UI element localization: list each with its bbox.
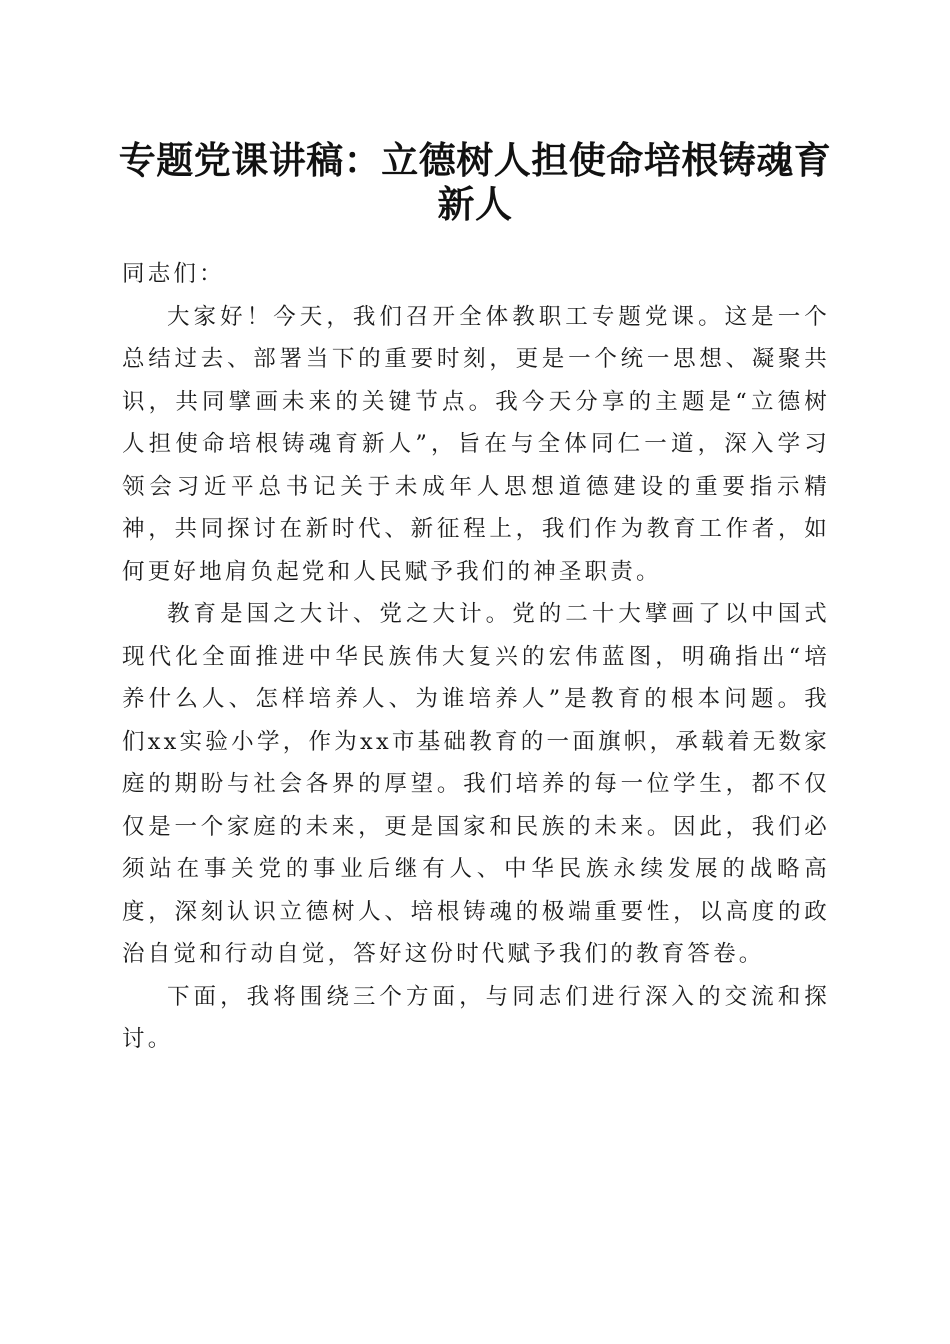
body-paragraph-outline: 下面，我将围绕三个方面，与同志们进行深入的交流和探讨。 <box>122 983 830 1052</box>
body-paragraph-education: 教育是国之大计、党之大计。党的二十大擘画了以中国式现代化全面推进中华民族伟大复兴的宏伟蓝图，明确指出“培养什么人、怎样培养人、为谁培养人”是教育的根本问题。我们xx实验小学，作为xx市基础教育的一面旗帜，承载着无数家庭的期盼与社会各界的厚望。我们培养的每一位学生，都不仅仅是一个家庭的未来，更是国家和民族的未来。因此，我们必须站在事关党的事业后继有人、中华民族永续发展的战略高度，深刻认识立德树人、培根铸魂的极端重要性，以高度的政治自觉和行动自觉，答好这份时代赋予我们的教育答卷。 <box>122 601 830 967</box>
document-body <box>122 253 830 1061</box>
body-paragraph-intro: 大家好！今天，我们召开全体教职工专题党课。这是一个总结过去、部署当下的重要时刻，更是一个统一思想、凝聚共识，共同擘画未来的关键节点。我今天分享的主题是“立德树人担使命培根铸魂育新人”，旨在与全体同仁一道，深入学习领会习近平总书记关于未成年人思想道德建设的重要指示精神，共同探讨在新时代、新征程上，我们作为教育工作者，如何更好地肩负起党和人民赋予我们的神圣职责。 <box>122 303 830 585</box>
salutation: 同志们： <box>122 261 225 287</box>
document-title: 专题党课讲稿：立德树人担使命培根铸魂育新人 <box>118 138 832 226</box>
